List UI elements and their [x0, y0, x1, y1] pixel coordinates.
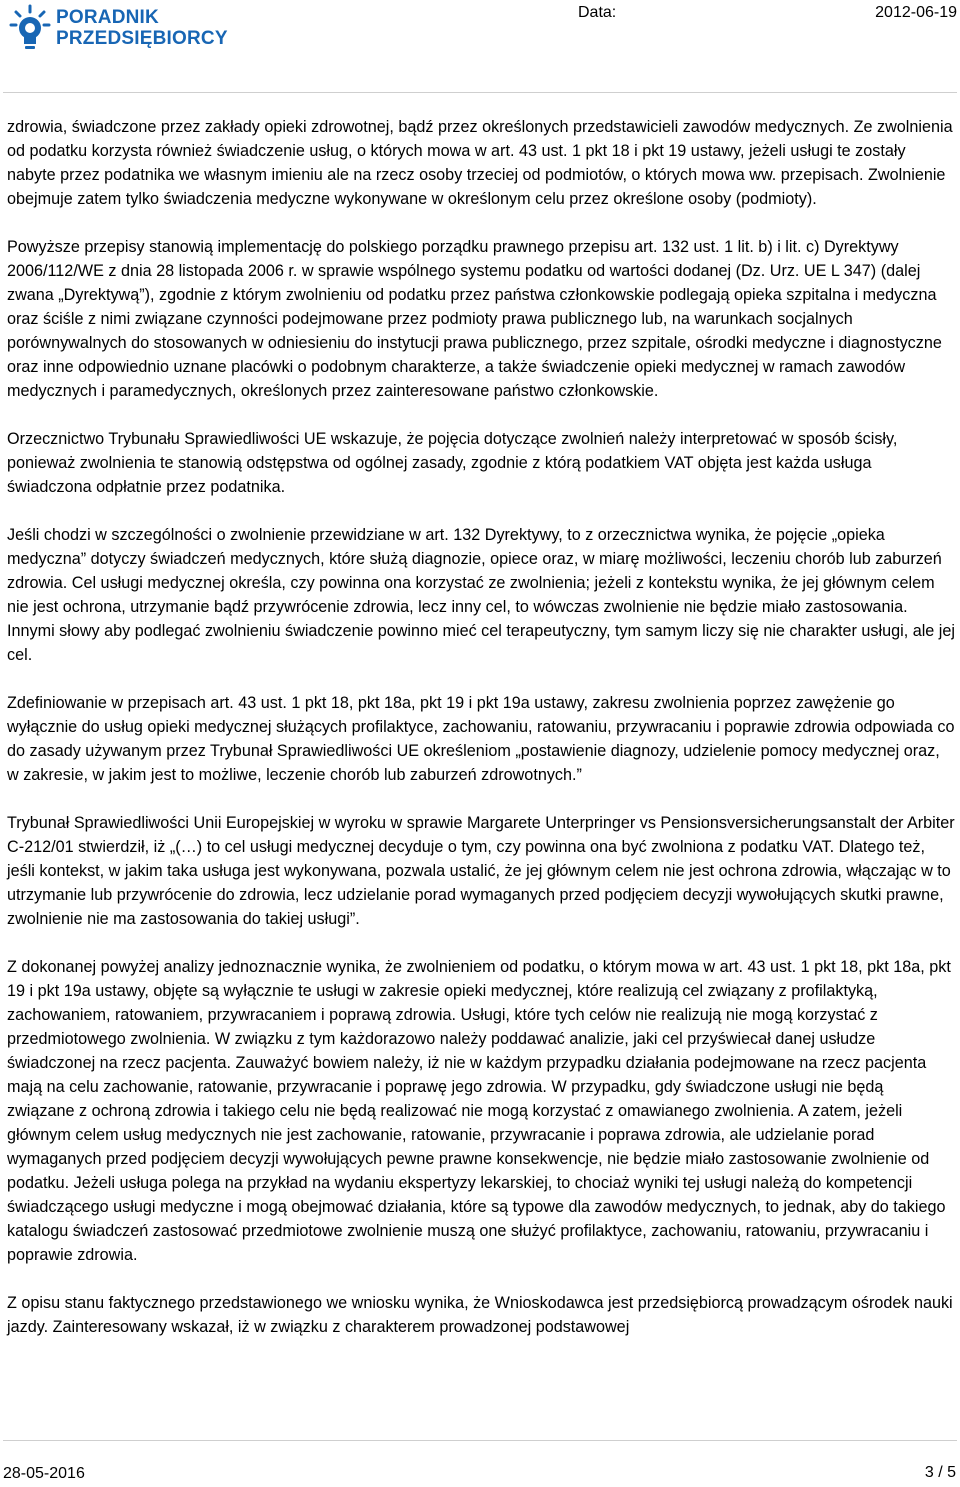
header-divider: [3, 92, 957, 93]
article-body: [7, 115, 955, 1363]
paragraph: Jeśli chodzi w szczególności o zwolnienie przewidziane w art. 132 Dyrektywy, to z orzecznictwa wynika, że pojęcie „opieka medyczna” dotyczy świadczeń medycznych, które służą diagnozie, opiece oraz, w miarę możliwości, leczeniu chorób lub zaburzeń zdrowia. Cel usługi medycznej określa, czy powinna ona korzystać ze zwolnienia; jeżeli z kontekstu wynika, że jej głównym celem nie jest ochrona, utrzymanie bądź przywrócenie zdrowia, lecz inny cel, to wówczas zwolnienie nie będzie miało zastosowania. Innymi słowy aby podlegać zwolnieniu świadczenie powinno mieć cel terapeutyczny, tym samym liczy się nie charakter usługi, ale jej cel.: [7, 526, 955, 664]
header-meta: [0, 4, 960, 24]
paragraph: Powyższe przepisy stanowią implementację do polskiego porządku prawnego przepisu art. 132 ust. 1 lit. b) i lit. c) Dyrektywy 2006/112/WE z dnia 28 listopada 2006 r. w sprawie wspólnego systemu podatku od wartości dodanej (Dz. Urz. UE L 347) (dalej zwana „Dyrektywą”), zgodnie z którym zwolnieniu od podatku przez państwa członkowskie podlegają opieka szpitalna i medyczna oraz ściśle z nimi związane czynności podejmowane przez podmioty prawa publicznego lub, na warunkach socjalnych porównywalnych do stosowanych w odniesieniu do instytucji prawa publicznego, przez szpitale, ośrodki medyczne i diagnostyczne oraz inne odpowiednio uznane placówki o podobnym charakterze, a także świadczenie opieki medycznej w ramach zawodów medycznych i paramedycznych, określonych przez zainteresowane państwo członkowskie.: [7, 238, 942, 400]
logo-line-2: PRZEDSIĘBIORCY: [56, 28, 228, 49]
paragraph: Z dokonanej powyżej analizy jednoznacznie wynika, że zwolnieniem od podatku, o którym mowa w art. 43 ust. 1 pkt 18, pkt 18a, pkt 19 i pkt 19a ustawy, objęte są wyłącznie te usługi w zakresie opieki medycznej, które realizują cel związany z profilaktyką, zachowaniem, ratowaniem, przywracaniem i poprawą zdrowia. Usługi, które tych celów nie realizują nie mogą korzystać z przedmiotowego zwolnienia. W związku z tym każdorazowo należy poddawać analizie, jaki cel przyświecał danej usłudze świadczonej na rzecz pacjenta. Zauważyć bowiem należy, iż nie w każdym przypadku działania podejmowane na rzecz pacjenta mają na celu zachowanie, ratowanie, przywracanie i poprawę jego zdrowia. W przypadku, gdy świadczone usługi nie będą związane z ochroną zdrowia i takiego celu nie będą realizować nie mogą korzystać z omawianego zwolnienia. A zatem, jeżeli głównym celem usług medycznych nie jest zachowanie, ratowanie, przywracanie i poprawa zdrowia, ale udzielanie porad wymaganych przed podjęciem decyzji wywołujących pewne prawne konsekwencje, nie będzie miało zastosowanie zwolnienie od podatku. Jeżeli usługa polega na przykład na wydaniu ekspertyzy lekarskiej, to chociaż wyniki tej usługi należą do kompetencji świadczącego usługi medyczne i mogą obejmować działania, które są typowe dla zawodów medycznych, to jednak, aby do takiego katalogu świadczeń zastosować przedmiotowe zwolnienie muszą one służyć profilaktyce, zachowaniu, ratowaniu, przywracaniu i poprawie zdrowia.: [7, 958, 951, 1264]
footer-date: 28-05-2016: [3, 1465, 85, 1482]
logo-line-1: PORADNIK: [56, 7, 159, 28]
date-label: Data:: [578, 4, 617, 21]
footer-divider: [3, 1440, 957, 1441]
page-number: 3 / 5: [924, 1464, 956, 1481]
paragraph: Orzecznictwo Trybunału Sprawiedliwości UE wskazuje, że pojęcia dotyczące zwolnień należy interpretować w sposób ścisły, ponieważ zwolnienia te stanowią odstępstwa od ogólnej zasady, zgodnie z którą podatkiem VAT objęta jest każda usługa świadczona odpłatnie przez podatnika.: [7, 430, 898, 496]
paragraph: Zdefiniowanie w przepisach art. 43 ust. 1 pkt 18, pkt 18a, pkt 19 i pkt 19a ustawy, zakresu zwolnienia poprzez zawężenie go wyłącznie do usług opieki medycznej służących profilaktyce, zachowaniu, ratowaniu, przywracaniu i poprawie zdrowia odpowiada co do zasady używanym przez Trybunał Sprawiedliwości UE określeniom „postawienie diagnozy, udzielenie pomocy medycznej oraz, w zakresie, w jakim jest to możliwe, leczenie chorób lub zaburzeń zdrowotnych.”: [7, 694, 955, 784]
paragraph: Z opisu stanu faktycznego przedstawionego we wniosku wynika, że Wnioskodawca jest przedsiębiorcą prowadzącym ośrodek nauki jazdy. Zainteresowany wskazał, iż w związku z charakterem prowadzonej podstawowej: [7, 1294, 953, 1336]
paragraph: zdrowia, świadczone przez zakłady opieki zdrowotnej, bądź przez określonych przedstawicieli zawodów medycznych. Ze zwolnienia od podatku korzysta również świadczenie usług, o których mowa w art. 43 ust. 1 pkt 18 i pkt 19 ustawy, jeżeli usługi te zostały nabyte przez podatnika we własnym imieniu ale na rzecz osoby trzeciej od podmiotów, o których mowa ww. przepisach. Zwolnienie obejmuje zatem tylko świadczenia medyczne wykonywane w określonym celu przez określone osoby (podmioty).: [7, 118, 953, 208]
paragraph: Trybunał Sprawiedliwości Unii Europejskiej w wyroku w sprawie Margarete Unterpringer vs Pensionsversicherungsanstalt der Arbiter C-212/01 stwierdził, iż „(…) to cel usługi medycznej decyduje o tym, czy powinna ona być zwolniona z podatku VAT. Dlatego też, jeśli kontekst, w jakim taka usługa jest wykonywana, pozwala ustalić, że jej głównym celem nie jest ochrona zdrowia, włączając w to utrzymanie lub przywrócenie do zdrowia, lecz udzielanie porad wymaganych przed podjęciem decyzji wywołujących skutki prawne, zwolnienie nie ma zastosowania do takiej usługi”.: [7, 814, 955, 928]
date-value: 2012-06-19: [875, 4, 957, 21]
page-header: [0, 0, 960, 90]
